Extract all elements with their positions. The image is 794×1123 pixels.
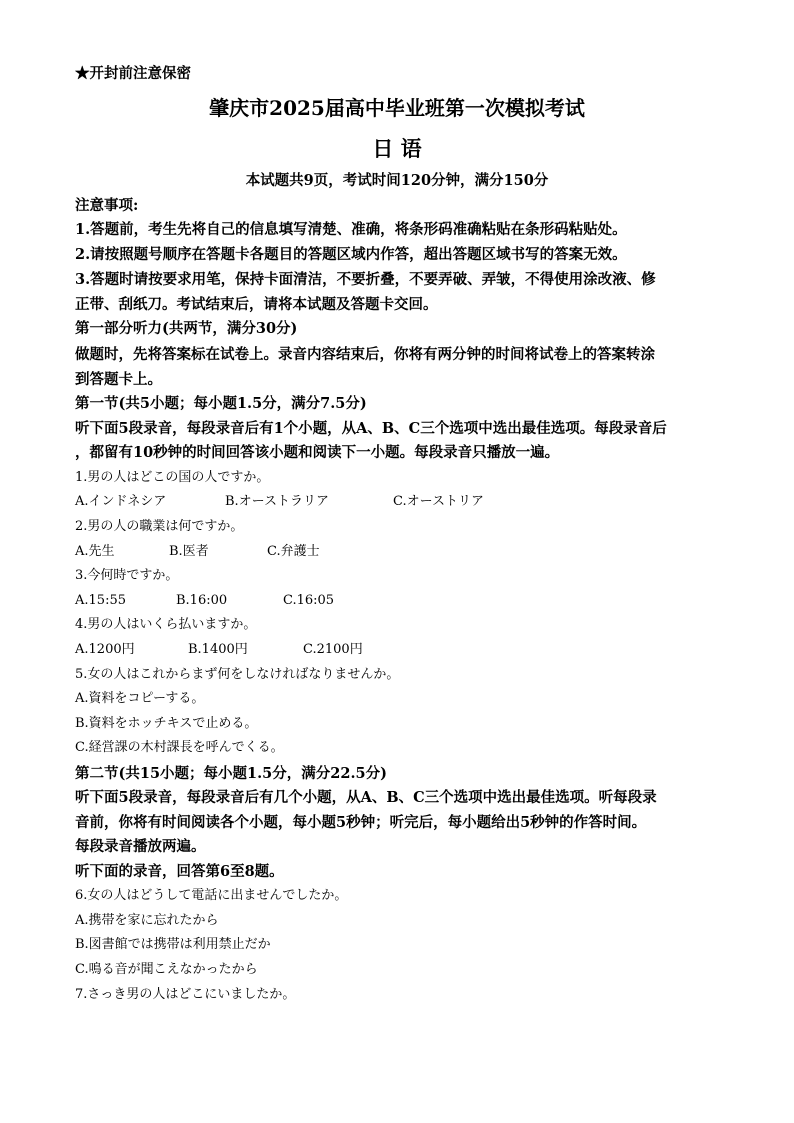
section2-instr-line3: 每段录音播放两遍。 — [75, 838, 206, 855]
question-3: 3.今何時ですか。 — [75, 568, 179, 583]
q6-option-a: A.携帯を家に忘れたから — [75, 913, 219, 928]
secret-mark: ★开封前注意保密 — [75, 65, 191, 82]
exam-info: 本试题共9页，考试时间120分钟，满分150分 — [245, 172, 549, 189]
q2-option-b: B.医者 — [169, 544, 209, 559]
question-5: 5.女の人はこれからまず何をしなければなりませんか。 — [75, 667, 400, 682]
section1-instr-line2: ，都留有10秒钟的时间回答该小题和阅读下一小题。每段录音只播放一遍。 — [75, 444, 560, 461]
q5-option-a: A.資料をコピーする。 — [75, 691, 205, 706]
q4-option-c: C.2100円 — [303, 642, 363, 657]
q2-option-c: C.弁護士 — [267, 544, 320, 559]
q3-option-c: C.16:05 — [283, 593, 335, 608]
question-4: 4.男の人はいくら払いますか。 — [75, 617, 257, 632]
q4-option-b: B.1400円 — [188, 642, 248, 657]
q3-option-b: B.16:00 — [176, 593, 228, 608]
exam-title: 肇庆市2025届高中毕业班第一次模拟考试 — [209, 96, 585, 120]
section2-lead: 听下面的录音，回答第6至8题。 — [75, 863, 284, 880]
q4-option-a: A.1200円 — [75, 642, 135, 657]
part1-intro-line2: 到答题卡上。 — [75, 371, 162, 388]
section2-instr-line2: 音前，你将有时间阅读各个小题，每小题5秒钟；听完后，每小题给出5秒钟的作答时间。 — [75, 814, 647, 831]
section1-instr-line1: 听下面5段录音，每段录音后有1个小题，从A、B、C三个选项中选出最佳选项。每段录音后 — [75, 420, 667, 437]
note-3-line1: 3.答题时请按要求用笔，保持卡面清洁，不要折叠，不要弄破、弄皱，不得使用涂改液、修 — [75, 271, 656, 288]
q1-option-b: B.オーストラリア — [225, 494, 330, 509]
question-7: 7.さっき男の人はどこにいましたか。 — [75, 987, 296, 1002]
part1-heading: 第一部分听力(共两节，满分30分) — [75, 320, 298, 337]
subject-title: 日 语 — [372, 136, 422, 161]
note-2: 2.请按照题号顺序在答题卡各题目的答题区域内作答，超出答题区域书写的答案无效。 — [75, 246, 627, 263]
q1-option-a: A.インドネシア — [75, 494, 167, 509]
q2-option-a: A.先生 — [75, 544, 115, 559]
section1-heading: 第一节(共5小题；每小题1.5分，满分7.5分) — [75, 395, 367, 412]
question-1: 1.男の人はどこの国の人ですか。 — [75, 470, 270, 485]
section2-instr-line1: 听下面5段录音，每段录音后有几个小题，从A、B、C三个选项中选出最佳选项。听每段录 — [75, 789, 657, 806]
notes-heading: 注意事项: — [75, 197, 139, 214]
q1-option-c: C.オーストリア — [393, 494, 484, 509]
note-3-line2: 正带、刮纸刀。考试结束后，请将本试题及答题卡交回。 — [75, 296, 438, 313]
note-1: 1.答题前，考生先将自己的信息填写清楚、准确，将条形码准确粘贴在条形码粘贴处。 — [75, 221, 627, 238]
question-2: 2.男の人の職業は何ですか。 — [75, 519, 244, 534]
section2-heading: 第二节(共15小题；每小题1.5分，满分22.5分) — [75, 765, 387, 782]
question-6: 6.女の人はどうして電話に出ませんでしたか。 — [75, 888, 348, 903]
q3-option-a: A.15:55 — [75, 593, 126, 608]
q6-option-b: B.図書館では携帯は利用禁止だか — [75, 937, 271, 952]
part1-intro-line1: 做题时，先将答案标在试卷上。录音内容结束后，你将有两分钟的时间将试卷上的答案转涂 — [75, 346, 655, 363]
q5-option-b: B.資料をホッチキスで止める。 — [75, 716, 258, 731]
q6-option-c: C.鳴る音が聞こえなかったから — [75, 962, 258, 977]
q5-option-c: C.経営課の木村課長を呼んでくる。 — [75, 740, 284, 755]
